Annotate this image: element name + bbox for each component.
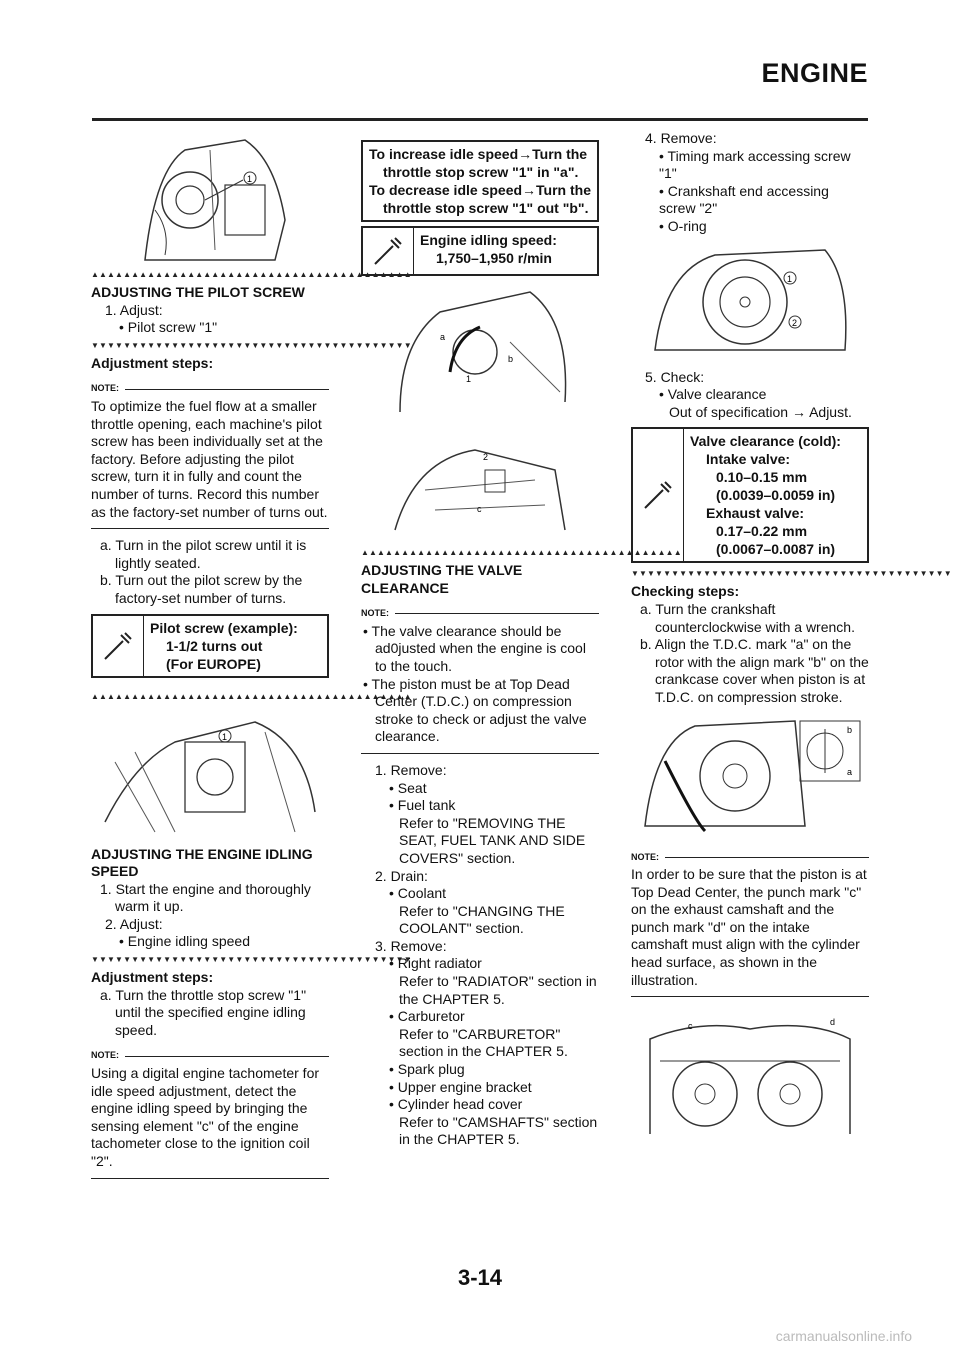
drain-step-2: 2. Drain: xyxy=(375,867,428,884)
bullet-o-ring: • O-ring xyxy=(659,217,707,234)
bullet-carburetor: • Carburetor xyxy=(389,1008,465,1025)
idle-screw-illustration xyxy=(95,702,325,842)
remove-step-1: 1. Remove: xyxy=(375,761,447,778)
pilot-screw-illustration xyxy=(125,130,295,270)
bullet-idle-speed: • Engine idling speed xyxy=(119,933,250,950)
ref-seat-fuel: Refer to "REMOVING THE SEAT, FUEL TANK AND SIDE COVERS" section. xyxy=(399,814,586,866)
steps-start-markers-3: ▼▼▼▼▼▼▼▼▼▼▼▼▼▼▼▼▼▼▼▼▼▼▼▼▼▼▼▼▼▼▼▼▼▼▼▼▼▼▼▼ xyxy=(631,569,952,579)
note-text-4: In order to be sure that the piston is at Top Dead Center, the punch mark "c" on the exhaust camshaft and the punch mark "d" on the intake camshaft must align with the cylinder head surface, as shown in the illustration. xyxy=(631,866,867,988)
svg-text:b: b xyxy=(847,724,853,735)
check-step-5: 5. Check: xyxy=(645,368,705,385)
svg-text:a: a xyxy=(440,332,446,342)
spec-region: (For EUROPE) xyxy=(166,655,261,672)
ref-camshafts: Refer to "CAMSHAFTS" section in the CHAPTER 5. xyxy=(399,1113,598,1148)
note-label: NOTE: xyxy=(91,383,119,394)
svg-text:2: 2 xyxy=(792,317,798,328)
bullet-valve-clearance: • Valve clearance xyxy=(659,386,767,403)
checking-steps-heading: Checking steps: xyxy=(631,583,740,600)
increase-line-1: To increase idle speed→Turn the xyxy=(369,146,588,162)
spec-intake-label: Intake valve: xyxy=(706,451,791,468)
step-a-2: a. Turn the throttle stop screw "1" until the specified engine idling speed. xyxy=(100,986,307,1038)
header-rule xyxy=(92,118,868,121)
spec-intake-mm: 0.10–0.15 mm xyxy=(716,469,808,486)
note-box xyxy=(91,380,329,529)
watermark: carmanualsonline.info xyxy=(775,1328,912,1344)
step-start-engine: 1. Start the engine and thoroughly warm it up. xyxy=(100,880,311,915)
bullet-crank-screw: • Crankshaft end accessing screw "2" xyxy=(659,182,829,217)
svg-text:2: 2 xyxy=(483,452,489,462)
bullet-fuel-tank: • Fuel tank xyxy=(389,797,456,814)
note-box-2 xyxy=(91,1047,329,1178)
out-of-spec: Out of specification → Adjust. xyxy=(669,403,852,420)
spec-box-valve-clearance xyxy=(631,427,869,563)
adjustment-steps-heading: Adjustment steps: xyxy=(91,354,214,371)
note-bullet-1: • The valve clearance should be ad0justed when the engine is cool to the touch. xyxy=(363,622,586,674)
increase-line-2: throttle stop screw "1" in "a". xyxy=(383,164,579,180)
adjustment-steps-heading-2: Adjustment steps: xyxy=(91,969,214,986)
bullet-head-cover: • Cylinder head cover xyxy=(389,1096,523,1113)
section-start-markers: ▲▲▲▲▲▲▲▲▲▲▲▲▲▲▲▲▲▲▲▲▲▲▲▲▲▲▲▲▲▲▲▲▲▲▲▲▲▲▲▲ xyxy=(91,270,412,279)
bullet-engine-bracket: • Upper engine bracket xyxy=(389,1078,532,1095)
svg-text:1: 1 xyxy=(247,174,253,184)
spec-label: Valve clearance (cold): xyxy=(690,433,841,450)
steps-start-markers: ▼▼▼▼▼▼▼▼▼▼▼▼▼▼▼▼▼▼▼▼▼▼▼▼▼▼▼▼▼▼▼▼▼▼▼▼▼▼▼▼ xyxy=(91,340,412,350)
page-number: 3-14 xyxy=(457,1265,503,1290)
svg-text:d: d xyxy=(830,1017,836,1028)
camshaft-punch-mark-illustration xyxy=(640,1009,860,1144)
bullet-coolant: • Coolant xyxy=(389,885,447,902)
svg-text:b: b xyxy=(508,354,514,364)
bullet-pilot-screw: • Pilot screw "1" xyxy=(119,319,218,336)
spec-exhaust-label: Exhaust valve: xyxy=(706,505,805,522)
wrench-spec-icon xyxy=(93,616,144,676)
remove-step-3: 3. Remove: xyxy=(375,937,447,954)
spec-label: Engine idling speed: xyxy=(420,232,557,248)
section-title-valve-clearance: ADJUSTING THE VALVE CLEARANCE xyxy=(361,562,523,596)
note-bullet-2: • The piston must be at Top Dead Center (T.D.C.) on compression stroke to check or adjust the valve clearance. xyxy=(363,675,587,745)
check-step-b: b. Align the T.D.C. mark "a" on the rotor with the align mark "b" on the crankcase cover when piston is at T.D.C. on compression stroke. xyxy=(640,636,869,705)
bullet-spark-plug: • Spark plug xyxy=(389,1061,465,1078)
spec-exhaust-mm: 0.17–0.22 mm xyxy=(716,523,808,540)
column-3 xyxy=(631,130,952,1144)
tdc-alignment-illustration xyxy=(635,711,865,841)
spec-value: 1,750–1,950 r/min xyxy=(436,250,552,266)
spec-box-pilot-screw xyxy=(91,614,329,678)
spec-box-idle-speed xyxy=(361,226,599,276)
remove-step-4: 4. Remove: xyxy=(645,130,717,146)
step-adjust: 1. Adjust: xyxy=(105,301,163,318)
throttle-stop-screw-illustration xyxy=(380,282,580,422)
steps-start-markers-2: ▼▼▼▼▼▼▼▼▼▼▼▼▼▼▼▼▼▼▼▼▼▼▼▼▼▼▼▼▼▼▼▼▼▼▼▼▼▼▼▼ xyxy=(91,955,412,965)
wrench-spec-icon xyxy=(363,228,414,274)
note-label-3: NOTE: xyxy=(361,608,389,619)
svg-text:1: 1 xyxy=(222,731,228,742)
step-adjust-2: 2. Adjust: xyxy=(105,915,163,932)
spec-value: 1-1/2 turns out xyxy=(166,637,263,654)
note-text-2: Using a digital engine tachometer for idle speed adjustment, detect the engine idling speed by bringing the sensing element "c" of the engine tachometer close to the ignition coil "2". xyxy=(91,1065,320,1169)
ref-carburetor: Refer to "CARBURETOR" section in the CHAPTER 5. xyxy=(399,1025,568,1060)
section-title-pilot-screw: ADJUSTING THE PILOT SCREW xyxy=(91,284,305,300)
idle-direction-box xyxy=(361,140,599,222)
wrench-spec-icon xyxy=(633,429,684,561)
bullet-seat: • Seat xyxy=(389,779,427,796)
ref-radiator: Refer to "RADIATOR" section in the CHAPTER 5. xyxy=(399,973,597,1007)
note-label-2: NOTE: xyxy=(91,1050,119,1061)
svg-text:1: 1 xyxy=(466,374,472,384)
bullet-radiator: • Right radiator xyxy=(389,955,482,972)
svg-text:c: c xyxy=(477,504,482,514)
svg-text:a: a xyxy=(847,766,853,777)
spec-label: Pilot screw (example): xyxy=(150,619,298,636)
note-box-4 xyxy=(631,849,869,998)
svg-text:c: c xyxy=(688,1021,693,1032)
note-text: To optimize the fuel flow at a smaller throttle opening, each machine's pilot screw has been individually set at the factory. Before adjusting the pilot screw, turn it in fully and count the number of turns. Record this number as the factory-set number of turns out. xyxy=(91,397,328,520)
timing-cover-illustration xyxy=(645,240,855,365)
note-label-4: NOTE: xyxy=(631,851,659,862)
spec-intake-in: (0.0039–0.0059 in) xyxy=(716,487,836,504)
section-title-idle-speed: ADJUSTING THE ENGINE IDLING SPEED xyxy=(91,845,313,880)
check-step-a: a. Turn the crankshaft counterclockwise with a wrench. xyxy=(640,600,855,635)
note-box-3 xyxy=(361,605,599,754)
section-start-markers-2: ▲▲▲▲▲▲▲▲▲▲▲▲▲▲▲▲▲▲▲▲▲▲▲▲▲▲▲▲▲▲▲▲▲▲▲▲▲▲▲▲ xyxy=(91,691,412,701)
section-start-markers-3: ▲▲▲▲▲▲▲▲▲▲▲▲▲▲▲▲▲▲▲▲▲▲▲▲▲▲▲▲▲▲▲▲▲▲▲▲▲▲▲▲ xyxy=(361,548,682,557)
spec-exhaust-in: (0.0067–0.0087 in) xyxy=(716,541,836,558)
page-header-title: ENGINE xyxy=(761,58,868,88)
svg-text:1: 1 xyxy=(787,273,793,284)
tachometer-illustration xyxy=(385,430,575,540)
bullet-timing-screw: • Timing mark accessing screw "1" xyxy=(659,147,851,182)
decrease-line-2: throttle stop screw "1" out "b". xyxy=(383,200,589,216)
step-a: a. Turn in the pilot screw until it is lightly seated. xyxy=(100,537,307,571)
step-b: b. Turn out the pilot screw by the factory-set number of turns. xyxy=(100,572,303,606)
decrease-line-1: To decrease idle speed→Turn the xyxy=(369,182,591,198)
ref-coolant: Refer to "CHANGING THE COOLANT" section. xyxy=(399,902,565,937)
